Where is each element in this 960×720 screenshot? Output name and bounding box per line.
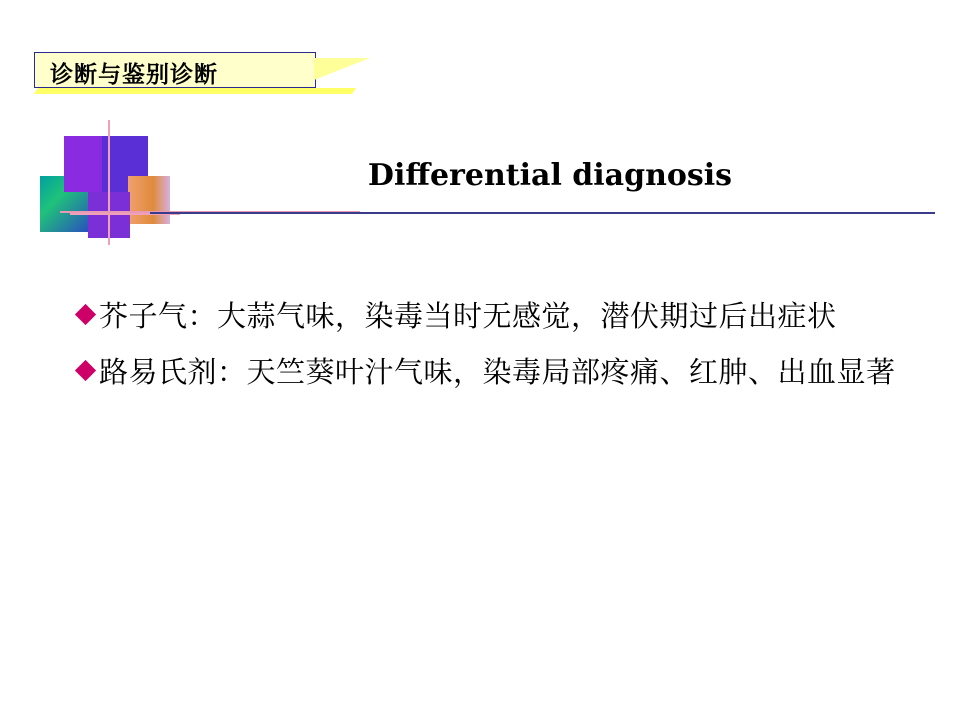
deco-square-orange [128, 176, 170, 224]
deco-square-purple-upper-left [64, 136, 102, 192]
deco-vertical-line [108, 120, 110, 245]
header-tab-label: 诊断与鉴别诊断 [50, 62, 218, 88]
list-item [78, 352, 898, 392]
list-item-text: 路易氏剂：天竺葵叶汁气味，染毒局部疼痛、红肿、出血显著 [99, 355, 896, 390]
list-item-text: 芥子气：大蒜气味，染毒当时无感觉，潜伏期过后出症状 [99, 299, 837, 333]
diamond-bullet-icon [75, 304, 96, 325]
bullet-list [78, 296, 898, 408]
slide-header-tab [34, 52, 364, 94]
header-tab-flag-shape [314, 58, 370, 80]
decorative-squares-motif [40, 120, 180, 245]
slide-title: Differential diagnosis [367, 158, 733, 193]
title-rule-blue [150, 212, 935, 214]
diamond-bullet-icon [75, 360, 96, 381]
list-item [78, 296, 898, 336]
